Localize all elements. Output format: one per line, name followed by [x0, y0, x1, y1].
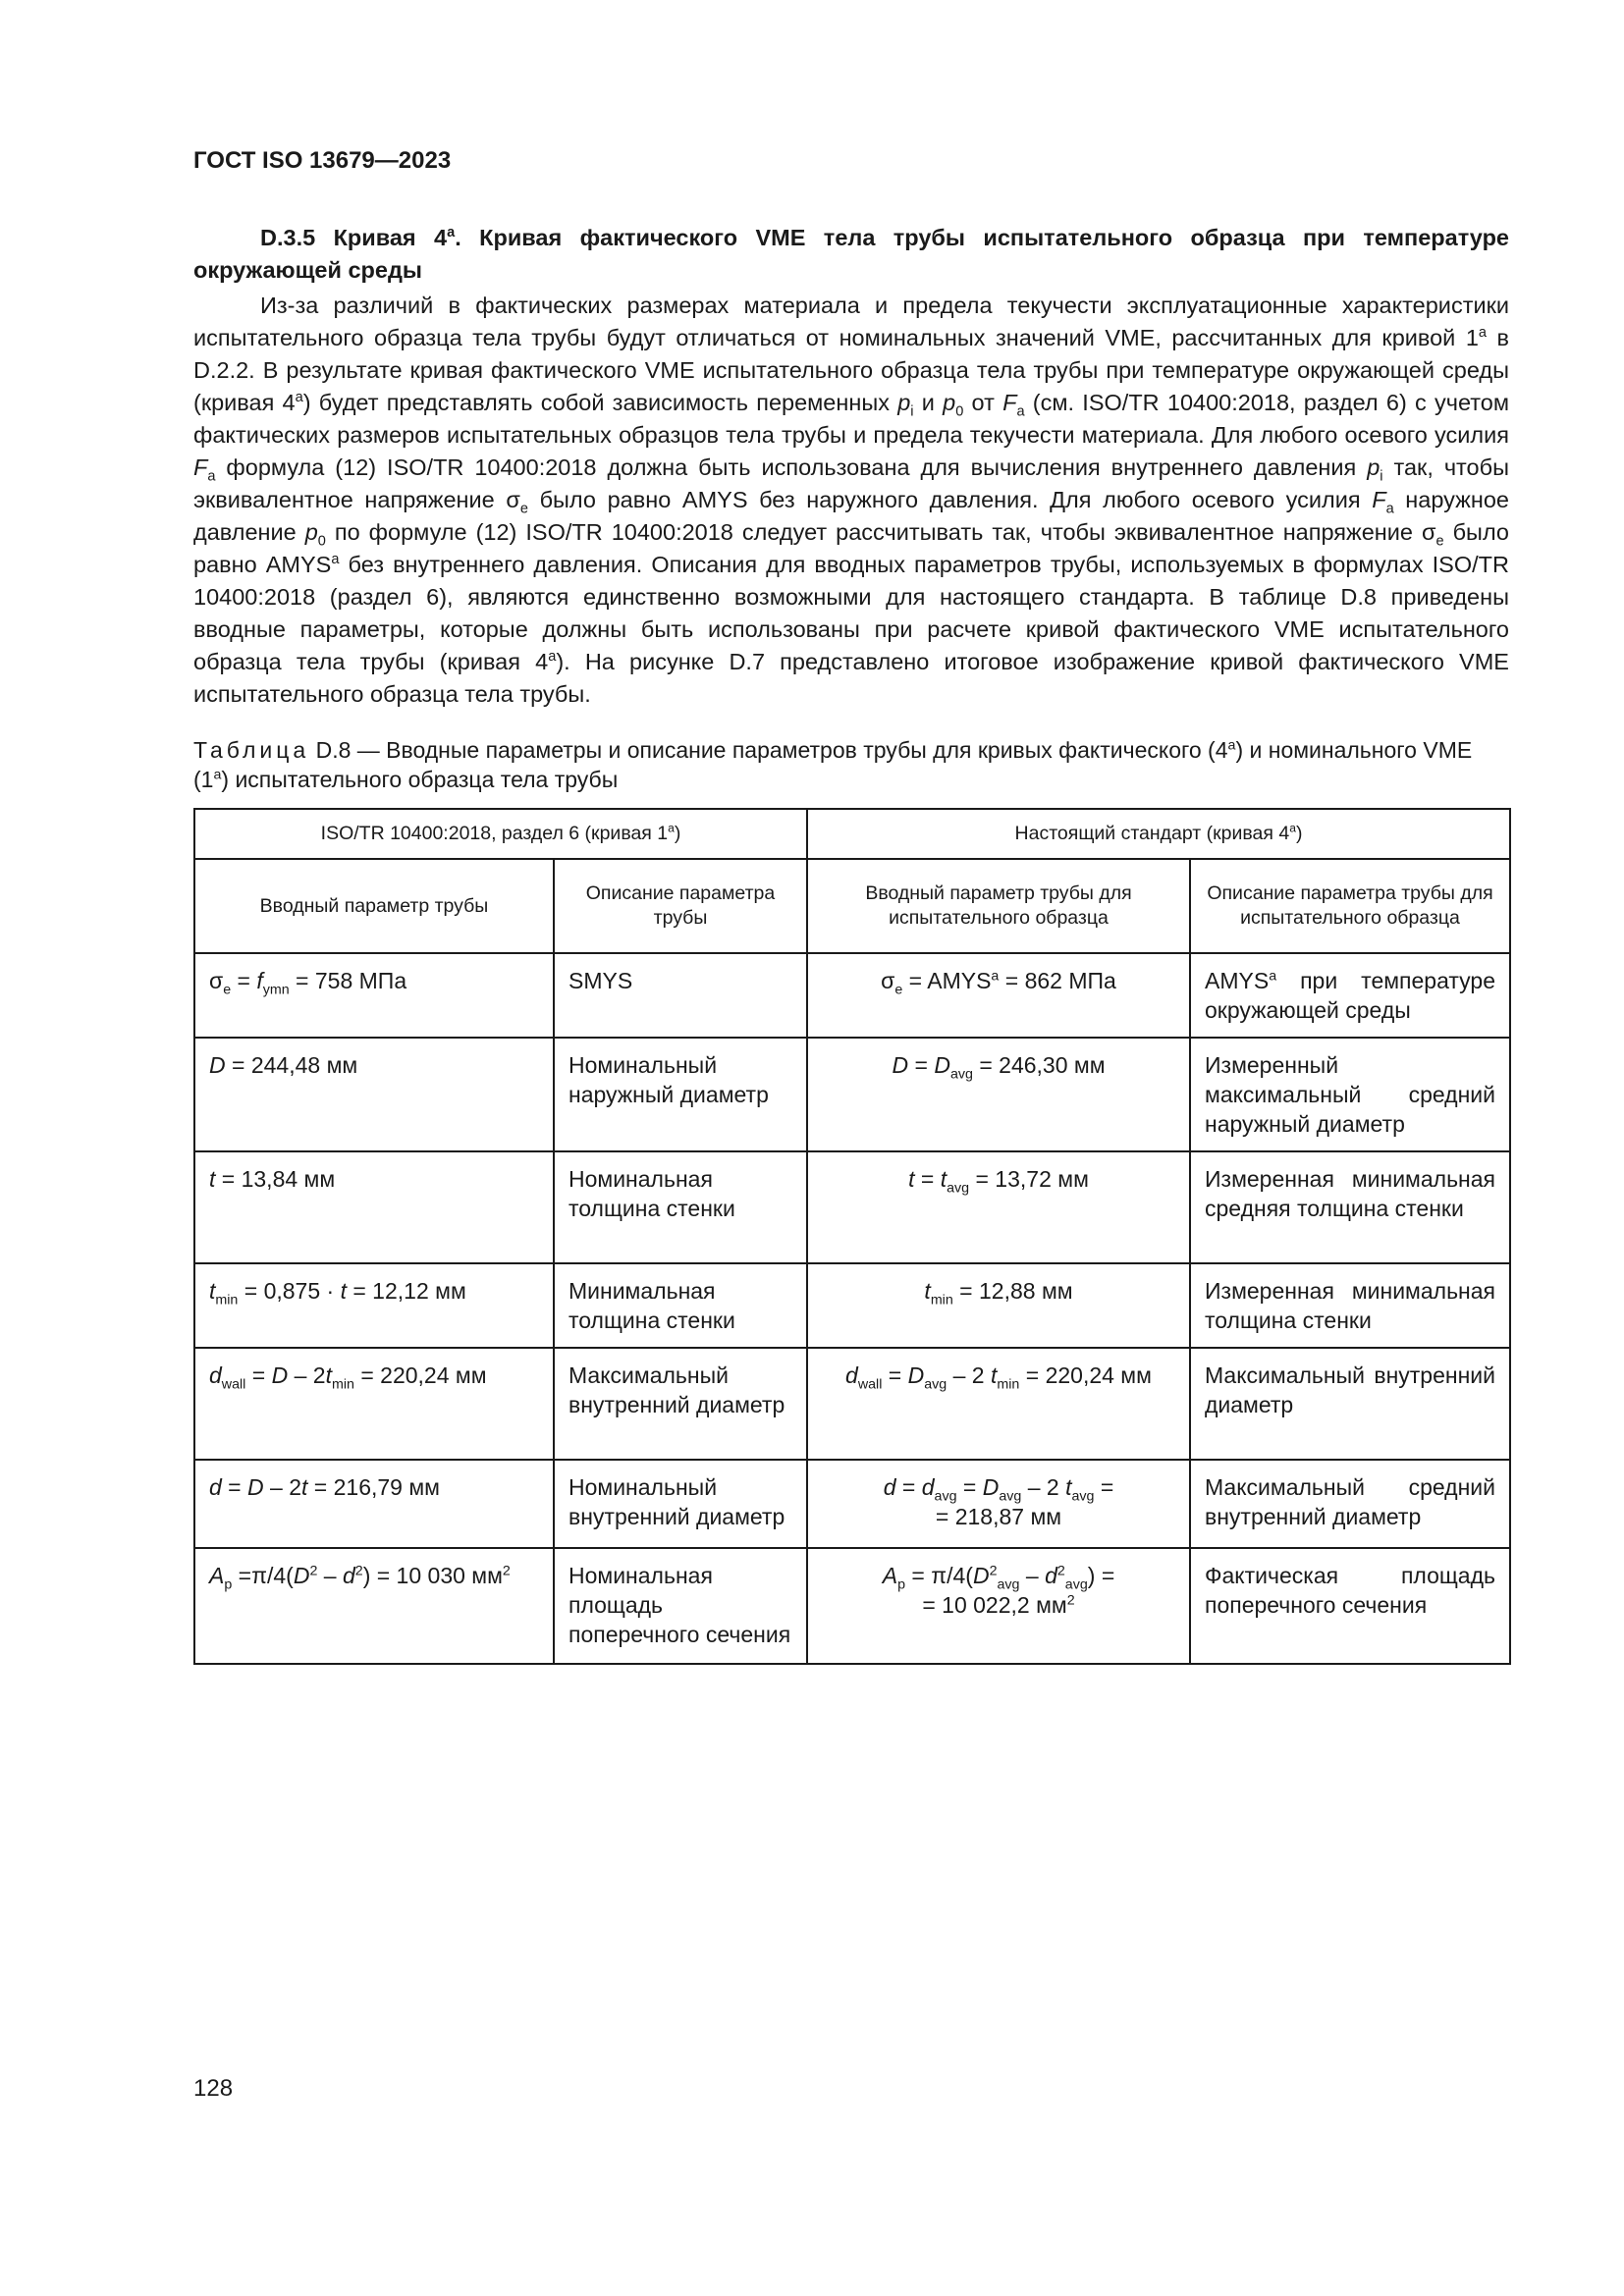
column-header: Описание параметра трубы	[554, 859, 807, 953]
table-cell: Номинальная площадь поперечного сечения	[554, 1548, 807, 1664]
table-cell: $d_{wall} = D_{avg} - 2$ $t_{min} = 220,24$ мм	[807, 1348, 1190, 1460]
table-cell: Фактическая площадь поперечного сечения	[1190, 1548, 1510, 1664]
table-row	[194, 953, 1510, 1038]
table-cell: $t_{min} = 12,88$ мм	[807, 1263, 1190, 1348]
table-group-header-row	[194, 809, 1510, 859]
body-paragraph: Из-за различий в фактических размерах материала и предела текучести эксплуатационные характеристики испытательного образца тела трубы будут отличаться от номинальных значений VME, рассчитанных для кривой 1$^a$ в D.2.2. В результате кривая фактического VME испытательного образца тела трубы при температуре окружающей среды (кривая 4$^a$) будет представлять собой зависимость переменных $p_i$ и $p_0$ от $F_a$ (см. ISO/TR 10400:2018, раздел 6) с учетом фактических размеров испытательных образцов тела трубы и предела текучести материала. Для любого осевого усилия $F_a$ формула (12) ISO/TR 10400:2018 должна быть использована для вычисления внутреннего давления $p_i$ так, чтобы эквивалентное напряжение $\sigma_e$ было равно AMYS без наружного давления. Для любого осевого усилия $F_a$ наружное давление $p_0$ по формуле (12) ISO/TR 10400:2018 следует рассчитывать так, чтобы эквивалентное напряжение $\sigma_e$ было равно AMYS$^a$ без внутреннего давления. Описания для вводных параметров трубы, используемых в формулах ISO/TR 10400:2018 (раздел 6), являются единственно возможными для настоящего стандарта. В таблице D.8 приведены вводные параметры, которые должны быть использованы при расчете кривой фактического VME испытательного образца тела трубы (кривая 4$^a$). На рисунке D.7 представлено итоговое изображение кривой фактического VME испытательного образца тела трубы.	[193, 293, 1509, 707]
table-row	[194, 1038, 1510, 1151]
table-row	[194, 1151, 1510, 1263]
column-header: Вводный параметр трубы для испытательного образца	[807, 859, 1190, 953]
table-cell: Максимальный внутренний диаметр	[1190, 1348, 1510, 1460]
table-cell: D = 244,48 мм	[194, 1038, 554, 1151]
table-cell: Измеренная минимальная средняя толщина стенки	[1190, 1151, 1510, 1263]
table-cell: $A_p = \pi/4(D^2_{avg} - d^2_{avg})$ = = 10 022,2 $мм^2$	[807, 1548, 1190, 1664]
group-header-standard: Настоящий стандарт (кривая 4$^a$)	[807, 809, 1510, 859]
table-caption: Таблица D.8 — Вводные параметры и описание параметров трубы для кривых фактического (4$^a$) и номинального VME (1$^a$) испытательного образца тела трубы	[193, 737, 1473, 792]
group-header-iso: ISO/TR 10400:2018, раздел 6 (кривая 1$^a$)	[194, 809, 807, 859]
table-cell: $t_{min} = 0,875 \cdot t = 12,12$ мм	[194, 1263, 554, 1348]
table-cell: Минимальная толщина стенки	[554, 1263, 807, 1348]
document-header: ГОСТ ISO 13679—2023	[193, 147, 452, 174]
page-number: 128	[193, 2075, 234, 2102]
table-row	[194, 1348, 1510, 1460]
table-cell: $d = d_{avg} = D_{avg} - 2$ $t_{avg}$ = = 218,87 мм	[807, 1460, 1190, 1548]
table-row	[194, 1263, 1510, 1348]
table-cell: t = 13,84 мм	[194, 1151, 554, 1263]
table-cell: Номинальная толщина стенки	[554, 1151, 807, 1263]
table-row	[194, 1548, 1510, 1664]
table-cell: Измеренный максимальный средний наружный диаметр	[1190, 1038, 1510, 1151]
table-cell: Номинальный внутренний диаметр	[554, 1460, 807, 1548]
table-cell: AMYS$^a$ при температуре окружающей среды	[1190, 953, 1510, 1038]
table-cell: $A_p =\pi/4(D^2 - d^2) = 10$ 030 $мм^2$	[194, 1548, 554, 1664]
column-header: Вводный параметр трубы	[194, 859, 554, 953]
table-cell: $D = D_{avg} = 246,30$ мм	[807, 1038, 1190, 1151]
table-cell: $\sigma_e = f_{ymn} = 758$ МПа	[194, 953, 554, 1038]
parameters-table	[193, 808, 1511, 1665]
table-cell: $d_{wall} = D - 2t_{min} = 220,24$ мм	[194, 1348, 554, 1460]
table-cell: Максимальный внутренний диаметр	[554, 1348, 807, 1460]
table-cell: $\sigma_e$ = $AMYS^a = 862$ МПа	[807, 953, 1190, 1038]
section-heading: D.3.5 Кривая 4$^a$. Кривая фактического VME тела трубы испытательного образца при температуре окружающей среды	[193, 225, 1509, 283]
table-column-header-row	[194, 859, 1510, 953]
table-cell: Номинальный наружный диаметр	[554, 1038, 807, 1151]
table-cell: Измеренная минимальная толщина стенки	[1190, 1263, 1510, 1348]
column-header: Описание параметра трубы для испытательного образца	[1190, 859, 1510, 953]
table-cell: d = D – 2t = 216,79 мм	[194, 1460, 554, 1548]
table-cell: Максимальный средний внутренний диаметр	[1190, 1460, 1510, 1548]
table-cell: SMYS	[554, 953, 807, 1038]
table-cell: $t = t_{avg} = 13,72$ мм	[807, 1151, 1190, 1263]
table-row	[194, 1460, 1510, 1548]
